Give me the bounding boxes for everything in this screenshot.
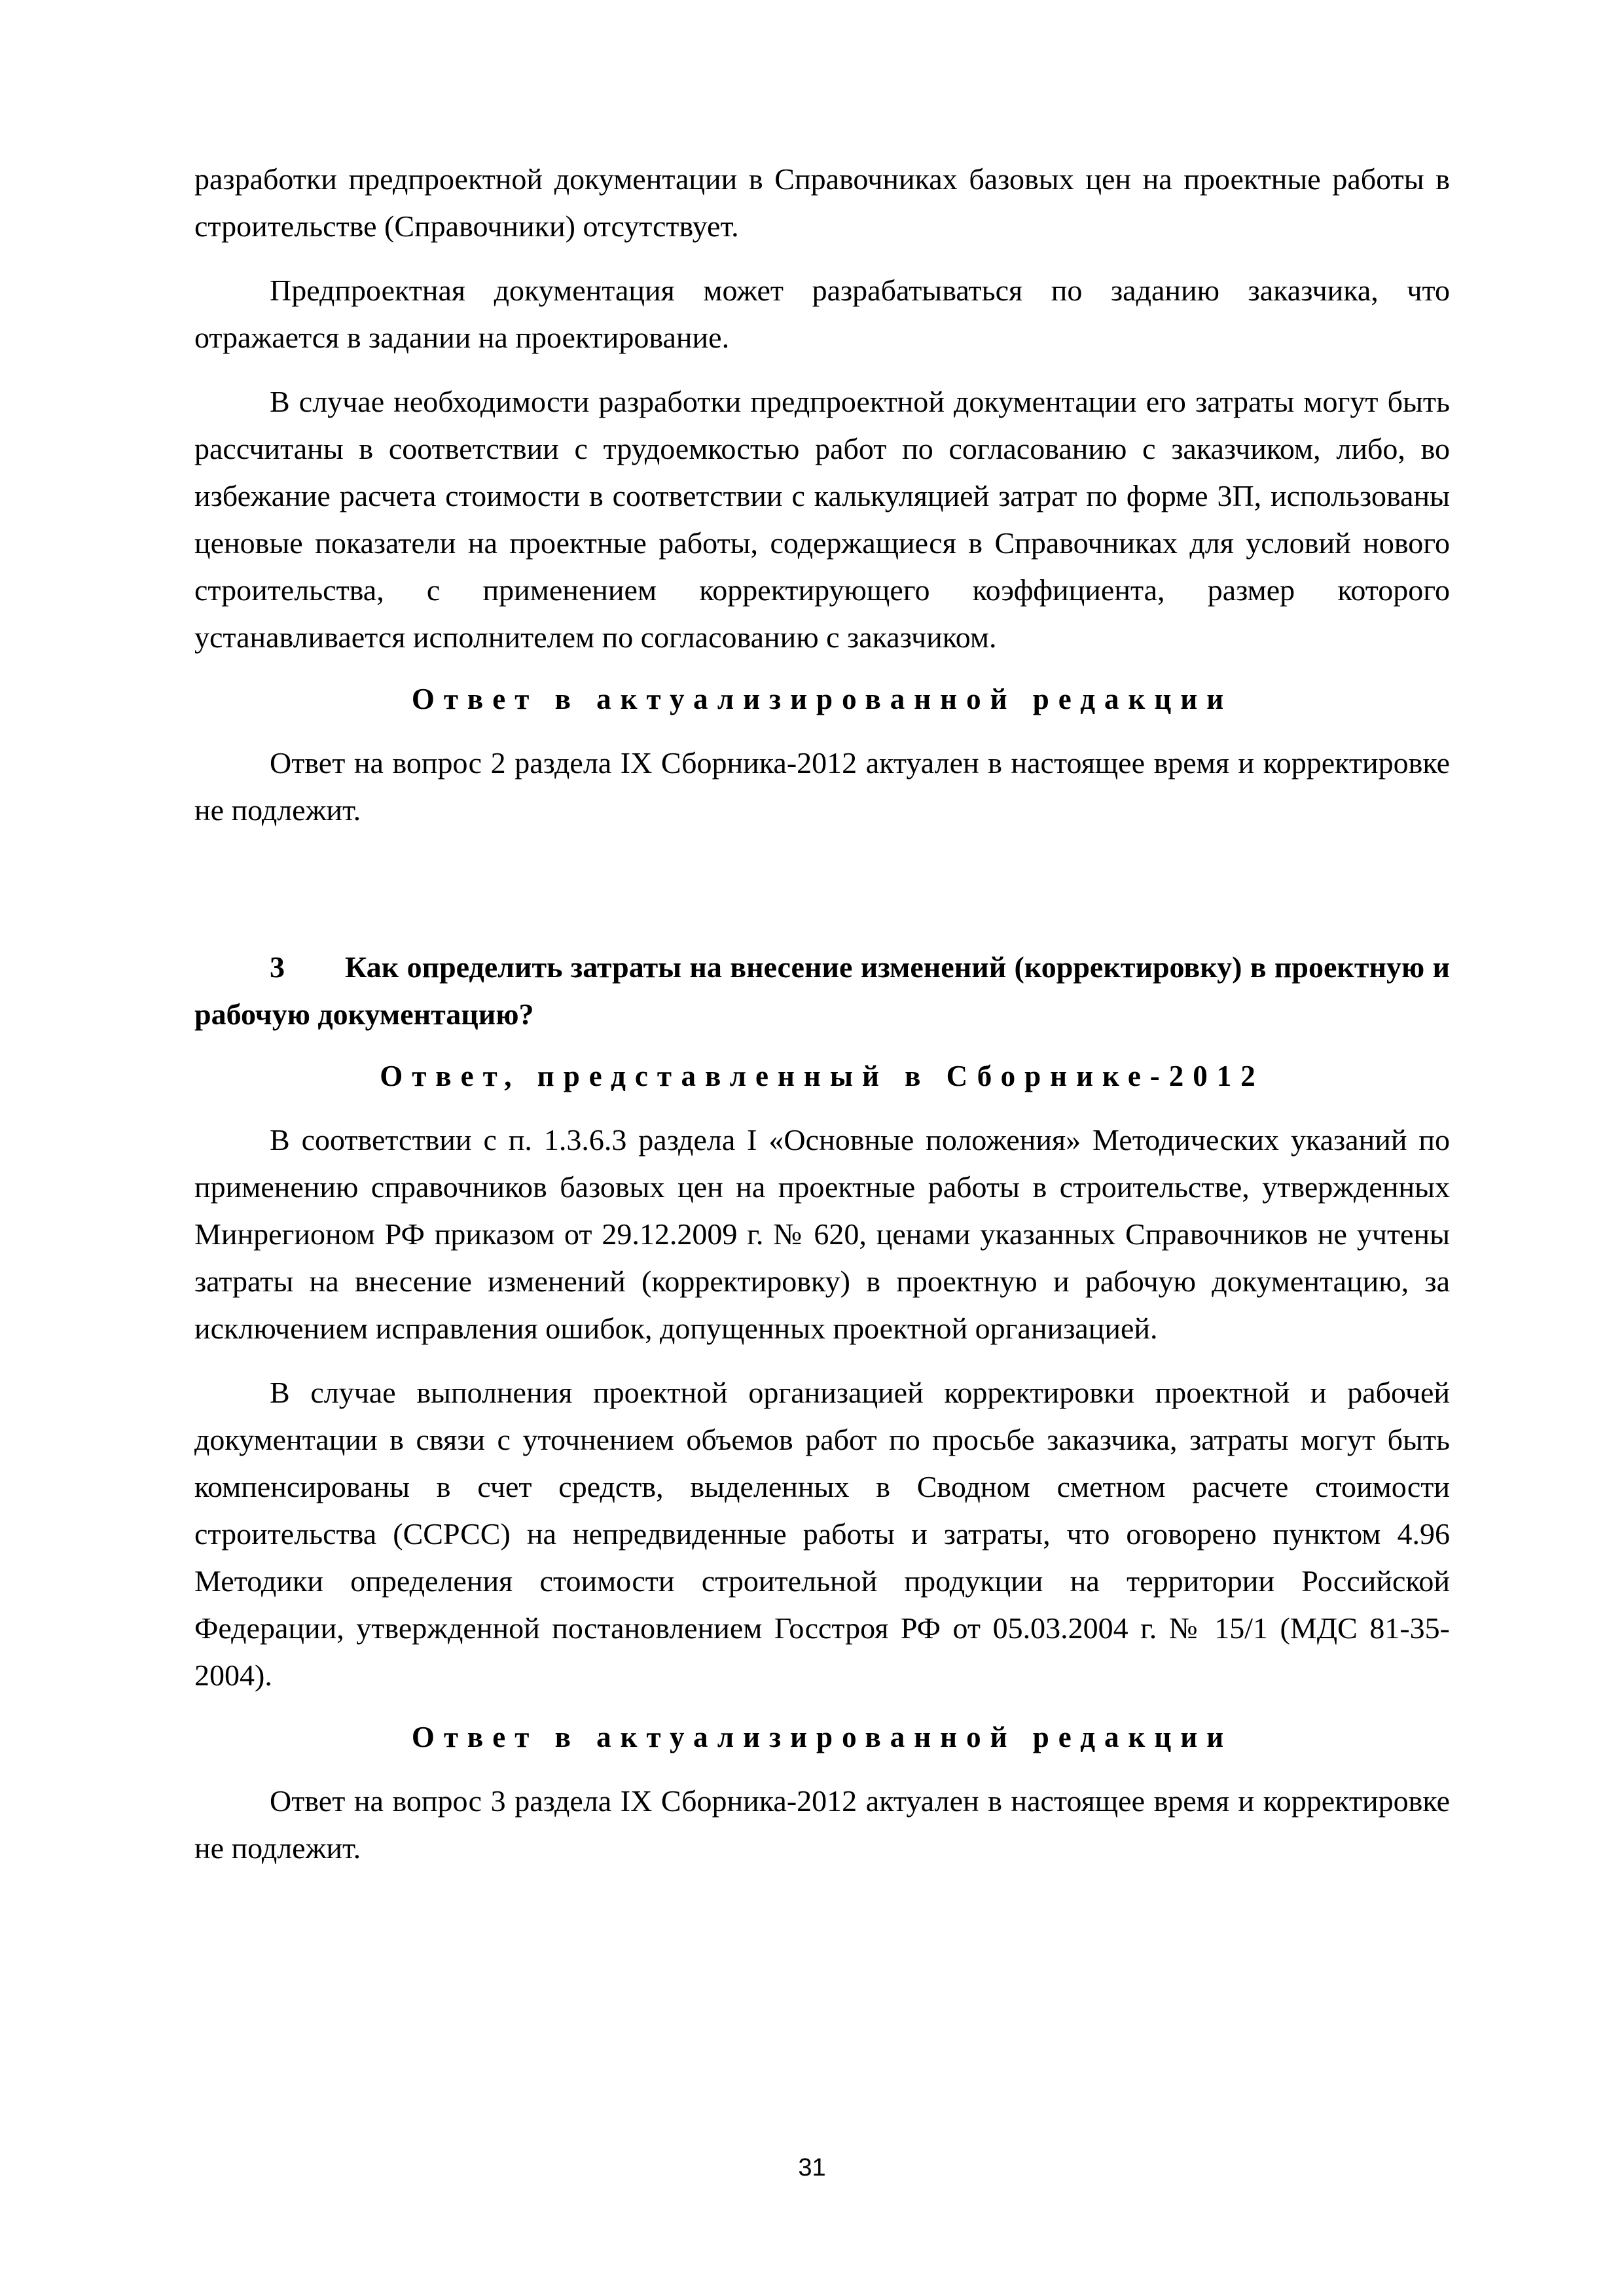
heading-updated-answer-1: Ответ в актуализированной редакции (411, 683, 1233, 715)
page-number: 31 (798, 2154, 826, 2181)
paragraph-original-answer-1: В соответствии с п. 1.3.6.3 раздела I «Основные положения» Методических указаний по применению справочников базовых цен на проектные работы в строительстве, утвержденных Минрегионом РФ приказом от 29.12.2009 г. № 620, ценами указанных Справочников не учтены затраты на внесение изменений (корректировку) в проектную и рабочую документацию, за исключением исправления ошибок, допущенных проектной организацией. (194, 1123, 1450, 1345)
paragraph-continuation: разработки предпроектной документации в Справочниках базовых цен на проектные работы в строительстве (Справочники) отсутствует. (194, 162, 1450, 243)
paragraph-updated-answer-1: Ответ на вопрос 2 раздела IX Сборника-2012 актуален в настоящее время и корректировке не подлежит. (194, 746, 1450, 827)
document-page (194, 156, 1450, 1872)
heading-original-answer: Ответ, представленный в Сборнике-2012 (380, 1060, 1265, 1092)
question-number: 3 (270, 950, 285, 984)
heading-updated-answer-2: Ответ в актуализированной редакции (411, 1721, 1233, 1753)
paragraph-updated-answer-2: Ответ на вопрос 3 раздела IX Сборника-2012 актуален в настоящее время и корректировке не подлежит. (194, 1784, 1450, 1865)
question-3 (194, 944, 1450, 1038)
paragraph-original-answer-2: В случае выполнения проектной организацией корректировки проектной и рабочей документации в связи с уточнением объемов работ по просьбе заказчика, затраты могут быть компенсированы в счет средств, выделенных в Сводном сметном расчете стоимости строительства (ССРСС) на непредвиденные работы и затраты, что оговорено пунктом 4.96 Методики определения стоимости строительной продукции на территории Российской Федерации, утвержденной постановлением Госстроя РФ от 05.03.2004 г. № 15/1 (МДС 81-35-2004). (194, 1376, 1450, 1692)
question-text: Как определить затраты на внесение изменений (корректировку) в проектную и рабочую документацию? (194, 950, 1450, 1031)
paragraph-predesign: Предпроектная документация может разрабатываться по заданию заказчика, что отражается в задании на проектирование. (194, 274, 1450, 354)
paragraph-costs: В случае необходимости разработки предпроектной документации его затраты могут быть рассчитаны в соответствии с трудоемкостью работ по согласованию с заказчиком, либо, во избежание расчета стоимости в соответствии с калькуляцией затрат по форме 3П, использованы ценовые показатели на проектные работы, содержащиеся в Справочниках для условий нового строительства, с применением корректирующего коэффициента, размер которого устанавливается исполнителем по согласованию с заказчиком. (194, 385, 1450, 654)
